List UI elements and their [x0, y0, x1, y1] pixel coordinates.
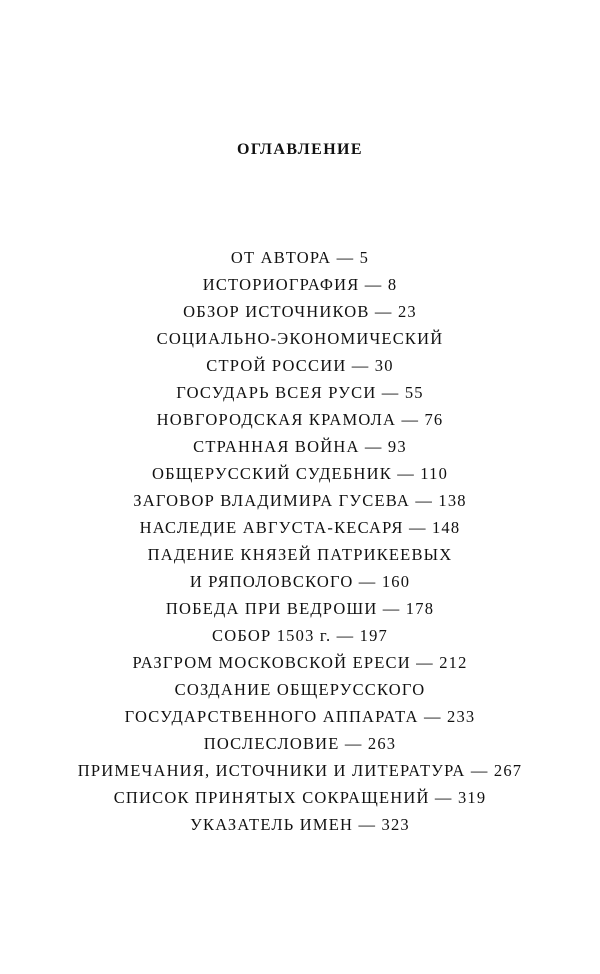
toc-entry-from-author: ОТ АВТОРА — 5	[230, 248, 370, 267]
toc-entry-name-index: УКАЗАТЕЛЬ ИМЕН — 323	[190, 815, 410, 834]
toc-entry-socio-economic-line1: СОЦИАЛЬНО-ЭКОНОМИЧЕСКИЙ	[156, 329, 444, 348]
toc-entry-sudebnik: ОБЩЕРУССКИЙ СУДЕБНИК — 110	[151, 464, 449, 483]
toc-entry-state-apparatus-line1: СОЗДАНИЕ ОБЩЕРУССКОГО	[174, 680, 426, 699]
toc-entry-state-apparatus-line2: ГОСУДАРСТВЕННОГО АППАРАТА — 233	[124, 707, 476, 726]
toc-entry-princes-fall-line1: ПАДЕНИЕ КНЯЗЕЙ ПАТРИКЕЕВЫХ	[147, 545, 453, 564]
toc-entry-strange-war: СТРАННАЯ ВОЙНА — 93	[193, 437, 407, 456]
toc-heading: ОГЛАВЛЕНИЕ	[237, 141, 363, 158]
toc-entry-abbreviations: СПИСОК ПРИНЯТЫХ СОКРАЩЕНИЙ — 319	[113, 788, 487, 807]
toc-entry-princes-fall-line2: И РЯПОЛОВСКОГО — 160	[189, 572, 411, 591]
table-of-contents	[0, 244, 600, 838]
toc-entry-afterword: ПОСЛЕСЛОВИЕ — 263	[203, 734, 397, 753]
toc-entry-socio-economic-line2: СТРОЙ РОССИИ — 30	[206, 356, 394, 375]
toc-entry-augustus-legacy: НАСЛЕДИЕ АВГУСТА-КЕСАРЯ — 148	[139, 518, 461, 537]
toc-entry-historiography: ИСТОРИОГРАФИЯ — 8	[202, 275, 398, 294]
toc-entry-notes-sources-literature: ПРИМЕЧАНИЯ, ИСТОЧНИКИ И ЛИТЕРАТУРА — 267	[77, 761, 523, 780]
toc-entry-sovereign: ГОСУДАРЬ ВСЕЯ РУСИ — 55	[176, 383, 424, 402]
toc-entry-sources-review: ОБЗОР ИСТОЧНИКОВ — 23	[183, 302, 417, 321]
toc-entry-council-1503: СОБОР 1503 г. — 197	[212, 626, 388, 645]
toc-entry-vedrosha-victory: ПОБЕДА ПРИ ВЕДРОШИ — 178	[165, 599, 435, 618]
toc-entry-novgorod-sedition: НОВГОРОДСКАЯ КРАМОЛА — 76	[156, 410, 444, 429]
toc-entry-gusev-plot: ЗАГОВОР ВЛАДИМИРА ГУСЕВА — 138	[133, 491, 467, 510]
toc-entry-heresy-defeat: РАЗГРОМ МОСКОВСКОЙ ЕРЕСИ — 212	[132, 653, 468, 672]
